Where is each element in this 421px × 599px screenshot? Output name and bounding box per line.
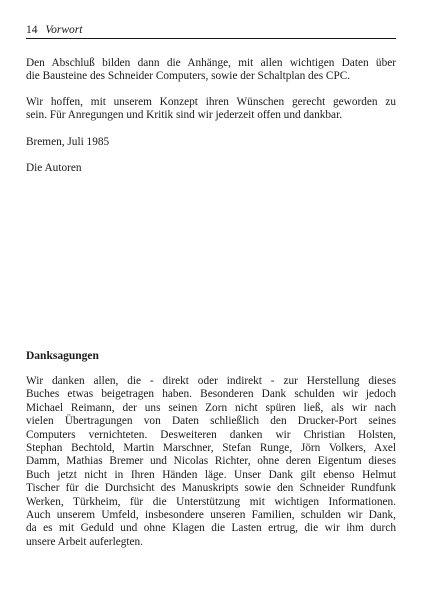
acknowledgements-body bbox=[26, 375, 396, 549]
paragraph-hope bbox=[26, 96, 396, 123]
paragraph-appendix bbox=[26, 57, 396, 84]
page-number: 14 bbox=[26, 24, 38, 36]
running-head bbox=[26, 23, 396, 39]
text-line: die Bausteine des Schneider Computers, sowie der Schaltplan des CPC. bbox=[26, 70, 351, 83]
text-line: Tischer für die Durchsicht des Manuskripts sowie den Schneider Rundfunk bbox=[26, 482, 396, 495]
text-line: Auch unserem Umfeld, insbesondere unseren Familien, schulden wir Dank, bbox=[26, 509, 396, 522]
header-rule bbox=[26, 38, 396, 39]
text-line: vielen Übertragungen von Daten schließlich den Drucker-Port seines bbox=[26, 415, 396, 428]
text-line: Buch jetzt nicht in Ihren Händen läge. Unser Dank gilt ebenso Helmut bbox=[26, 468, 396, 481]
text-line: da es mit Geduld und ohne Klagen die Lasten ertrug, die wir ihm durch bbox=[26, 522, 396, 535]
text-line: Wir hoffen, mit unserem Konzept ihren Wünschen gerecht geworden zu bbox=[26, 96, 396, 108]
text-line: sein. Für Anregungen und Kritik sind wir jederzeit offen und dankbar. bbox=[26, 109, 343, 122]
text-line: Wir danken allen, die - direkt oder indirekt - zur Herstellung dieses bbox=[26, 375, 396, 387]
text-line: Buches etwas beigetragen haben. Besonderen Dank schulden wir jedoch bbox=[26, 388, 396, 401]
text-line: Werken, Türkheim, für die Unterstützung mit wichtigen Informationen. bbox=[26, 495, 396, 508]
section-title: Vorwort bbox=[45, 24, 83, 36]
text-line: Den Abschluß bilden dann die Anhänge, mit allen wichtigen Daten über bbox=[26, 57, 396, 69]
acknowledgements-heading: Danksagungen bbox=[26, 350, 99, 362]
text-line: Damm, Mathias Bremer und Nicolas Richter, ohne deren Eigentum dieses bbox=[26, 455, 396, 468]
authors-signature: Die Autoren bbox=[26, 162, 82, 174]
text-line: Computers vernichteten. Desweiteren danken wir Christian Holsten, bbox=[26, 428, 396, 441]
text-line: Stephan Bechtold, Martin Marschner, Stefan Runge, Jörn Volkers, Axel bbox=[26, 442, 396, 455]
place-date: Bremen, Juli 1985 bbox=[26, 136, 110, 148]
text-line: Michael Reimann, der uns seinen Zorn nicht spüren ließ, als wir nach bbox=[26, 401, 396, 414]
text-line: unsere Arbeit auferlegten. bbox=[26, 535, 143, 548]
